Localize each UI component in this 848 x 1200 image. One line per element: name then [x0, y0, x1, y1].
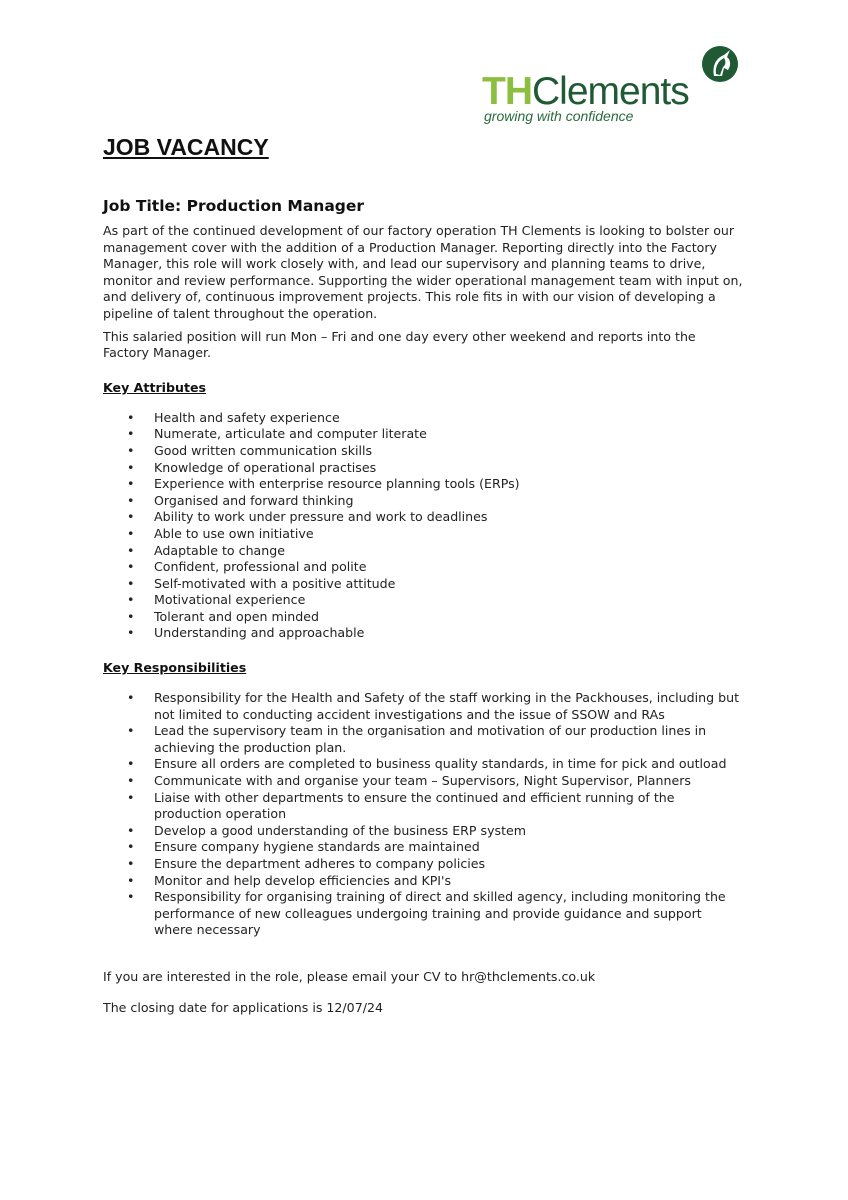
list-item: • Understanding and approachable: [103, 625, 743, 642]
list-item: • Ensure company hygiene standards are maintained: [103, 839, 743, 856]
list-item: • Able to use own initiative: [103, 526, 743, 543]
list-item: • Liaise with other departments to ensure the continued and efficient running of the production operation: [103, 790, 743, 823]
list-item: • Tolerant and open minded: [103, 609, 743, 626]
list-item: • Knowledge of operational practises: [103, 460, 743, 477]
company-logo: [482, 46, 742, 131]
unicorn-emblem-icon: [702, 46, 738, 82]
list-item: • Self-motivated with a positive attitude: [103, 576, 743, 593]
list-item: • Numerate, articulate and computer literate: [103, 426, 743, 443]
list-item: • Lead the supervisory team in the organisation and motivation of our production lines in achieving the production plan.: [103, 723, 743, 756]
intro-paragraph: As part of the continued development of our factory operation TH Clements is looking to bolster our management cover with the addition of a Production Manager. Reporting directly into the Factory Manager, this role will work closely with, and lead our supervisory and planning teams to drive, monitor and review performance. Supporting the wider operational management team with input on, and delivery of, continuous improvement projects. This role fits in with our vision of developing a pipeline of talent throughout the operation.: [103, 223, 743, 321]
list-item: • Responsibility for the Health and Safety of the staff working in the Packhouses, including but not limited to conducting accident investigations and the issue of SSOW and RAs: [103, 690, 743, 723]
responsibilities-list: [103, 690, 743, 939]
list-item: • Adaptable to change: [103, 543, 743, 560]
schedule-paragraph: This salaried position will run Mon – Fri and one day every other weekend and reports into the Factory Manager.: [103, 328, 696, 361]
list-item: • Good written communication skills: [103, 443, 743, 460]
list-item: • Experience with enterprise resource planning tools (ERPs): [103, 476, 743, 493]
page-heading: JOB VACANCY: [103, 134, 269, 160]
closing-date: The closing date for applications is 12/07/24: [103, 999, 383, 1015]
logo-wordmark: THClements: [482, 70, 689, 113]
list-item: • Confident, professional and polite: [103, 559, 743, 576]
logo-tagline: growing with confidence: [484, 108, 634, 124]
list-item: • Organised and forward thinking: [103, 493, 743, 510]
contact-text: If you are interested in the role, please email your CV to hr@thclements.co.uk: [103, 968, 596, 984]
list-item: • Health and safety experience: [103, 410, 743, 427]
attributes-heading: Key Attributes: [103, 379, 207, 395]
list-item: • Motivational experience: [103, 592, 743, 609]
list-item: • Monitor and help develop efficiencies and KPI's: [103, 873, 743, 890]
list-item: • Responsibility for organising training of direct and skilled agency, including monitoring the performance of new colleagues undergoing training and provide guidance and support where necessary: [103, 889, 743, 939]
list-item: • Communicate with and organise your team – Supervisors, Night Supervisor, Planners: [103, 773, 743, 790]
attributes-list: [103, 410, 743, 642]
job-title: Job Title: Production Manager: [103, 197, 365, 215]
responsibilities-heading: Key Responsibilities: [103, 660, 247, 676]
list-item: • Ensure the department adheres to company policies: [103, 856, 743, 873]
document-body: [103, 134, 743, 1022]
list-item: • Ability to work under pressure and work to deadlines: [103, 509, 743, 526]
list-item: • Develop a good understanding of the business ERP system: [103, 823, 743, 840]
list-item: • Ensure all orders are completed to business quality standards, in time for pick and outload: [103, 756, 743, 773]
